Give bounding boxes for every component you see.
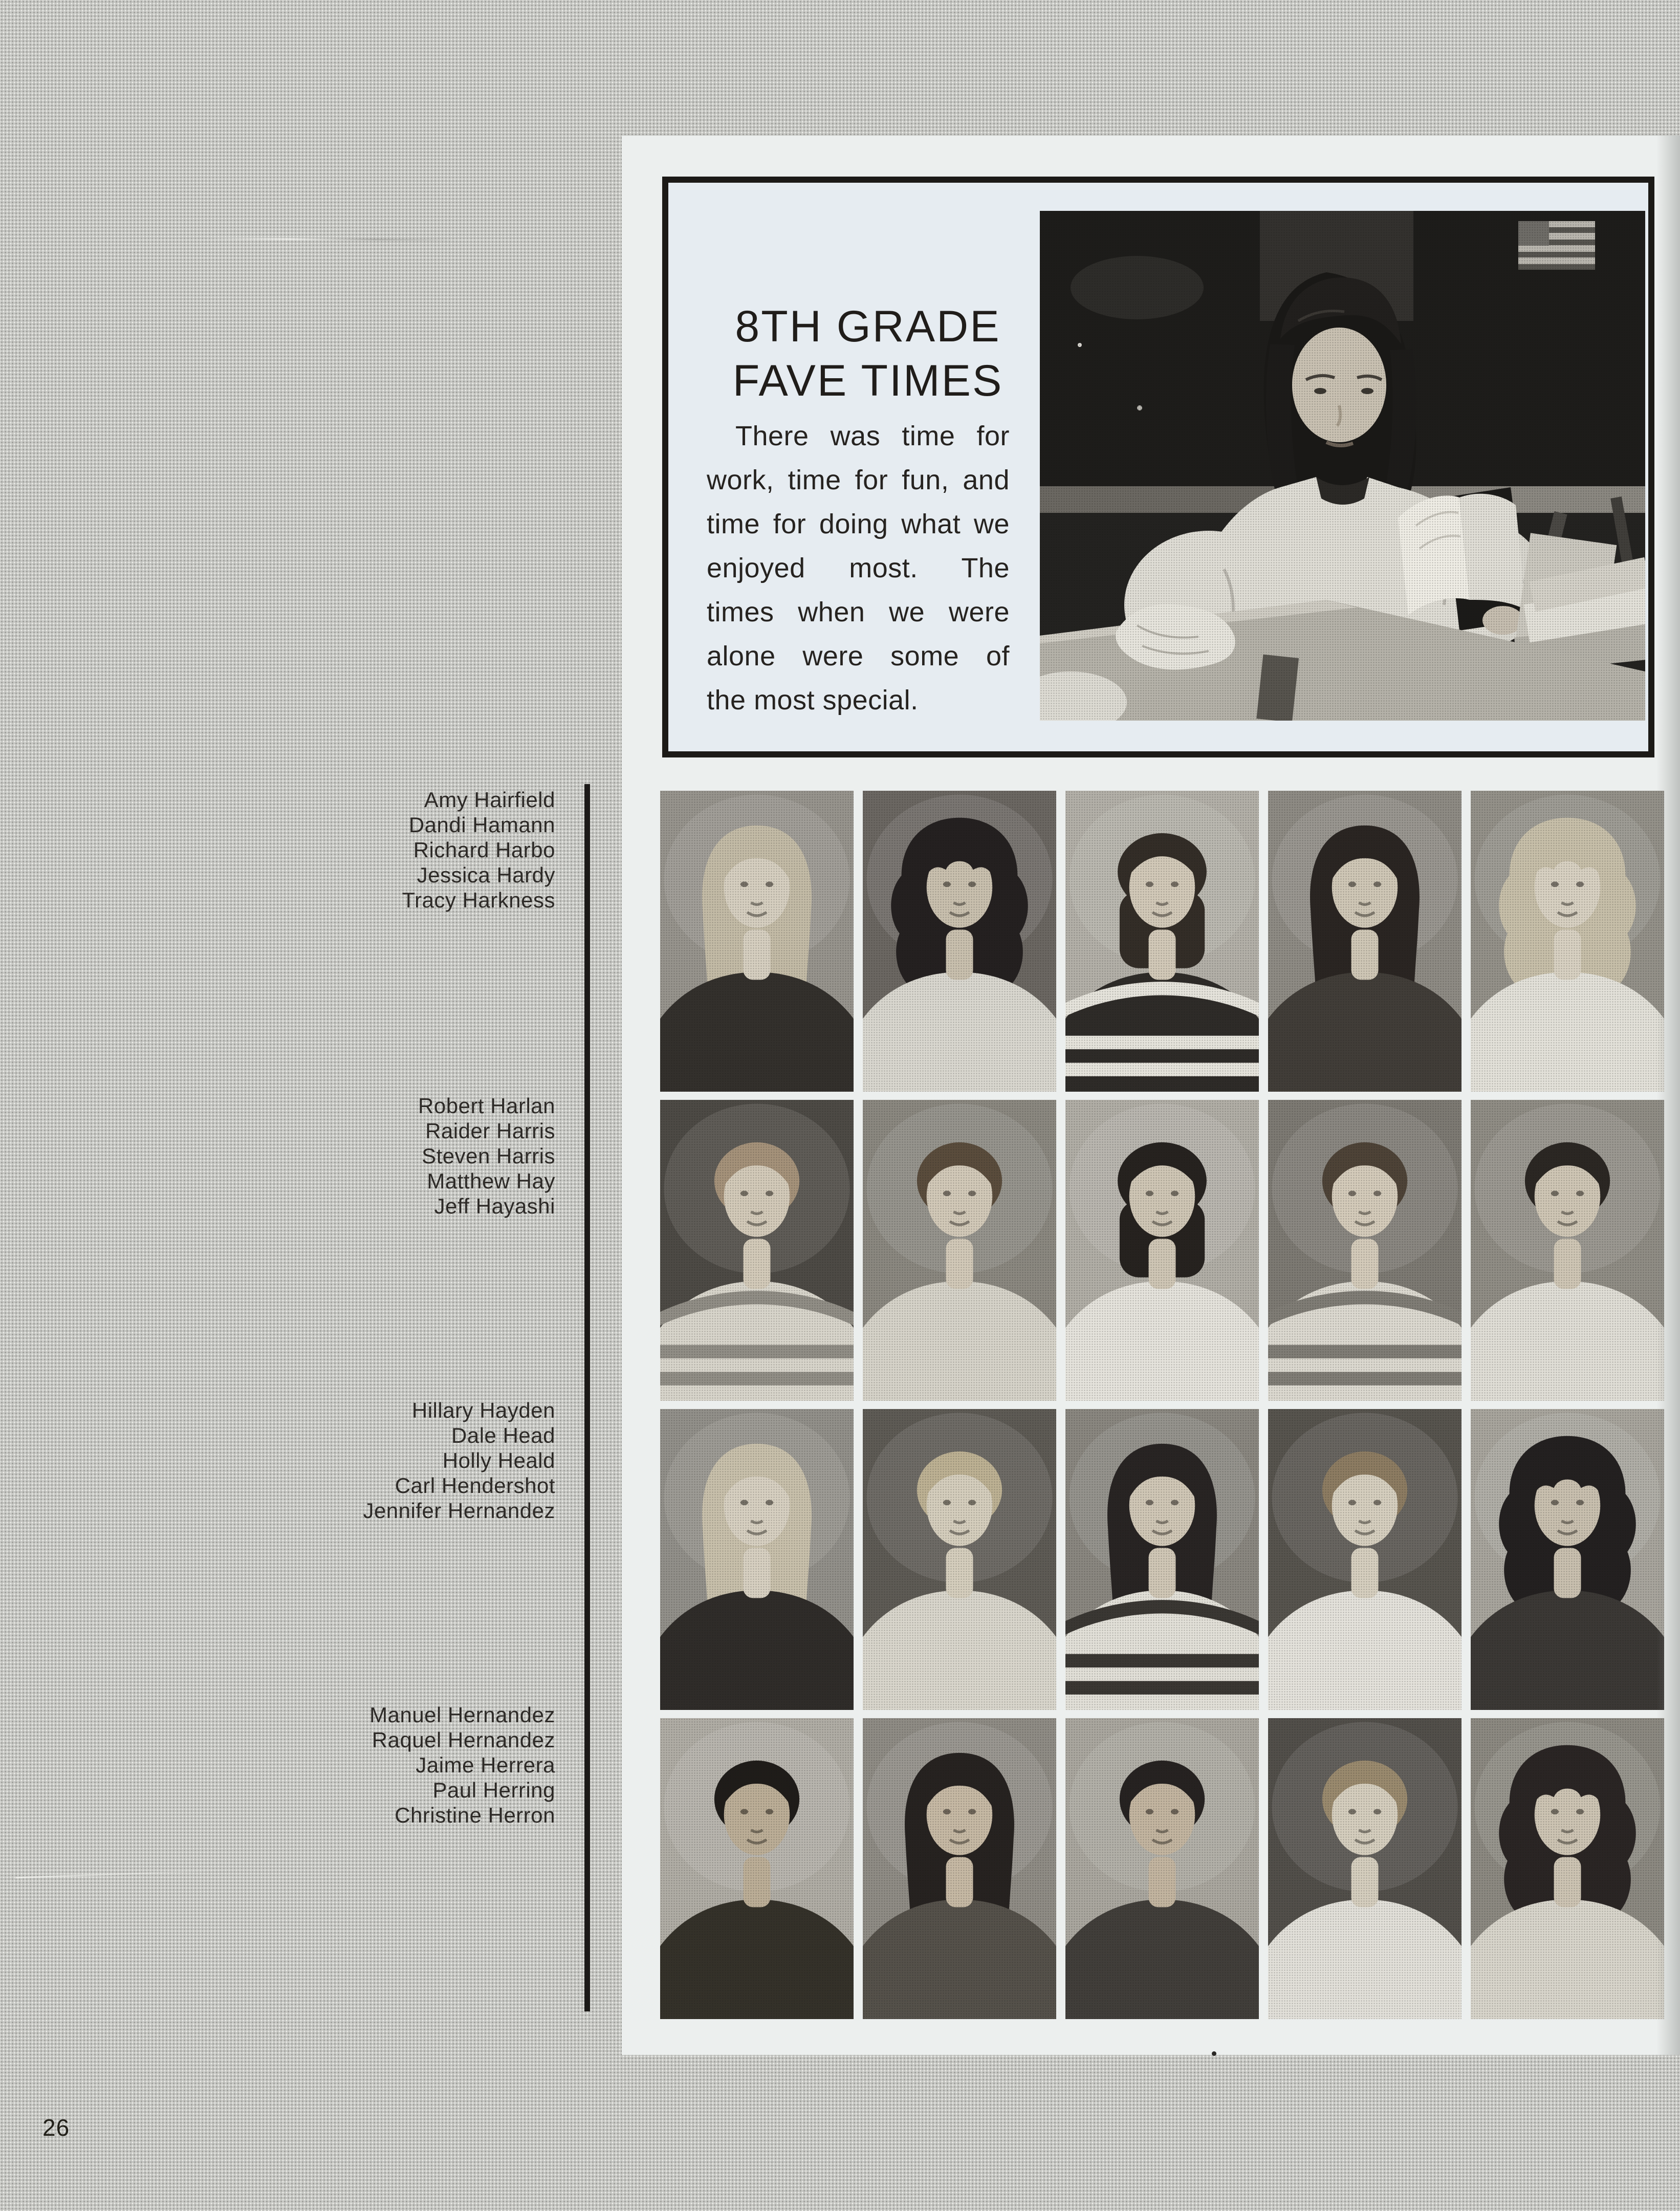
portrait-photo [1065, 791, 1259, 1092]
flag-icon [1518, 221, 1595, 270]
student-name: Holly Heald [442, 1448, 555, 1472]
ink-speck [1212, 2051, 1216, 2056]
student-name: Amy Hairfield [424, 788, 555, 812]
portrait-photo [1268, 791, 1461, 1092]
portrait-photo [1065, 1718, 1259, 2019]
portrait-photo [660, 791, 854, 1092]
portrait-photo [1268, 1100, 1461, 1401]
portrait-photo [1471, 1100, 1664, 1401]
feature-body-line: times when we were [707, 597, 1010, 627]
student-name: Dandi Hamann [408, 813, 555, 837]
portrait-photo [660, 1100, 854, 1401]
student-name: Jaime Herrera [416, 1753, 555, 1777]
student-name: Tracy Harkness [402, 888, 555, 912]
portrait-photo [863, 1100, 1056, 1401]
portrait-photo [863, 1409, 1056, 1710]
page-number: 26 [42, 2114, 70, 2141]
student-name: Richard Harbo [413, 838, 555, 862]
student-name: Jennifer Hernandez [363, 1499, 555, 1523]
feature-title [673, 299, 1062, 408]
portrait-photo [1268, 1409, 1461, 1710]
portrait-grid [660, 791, 1664, 2019]
portrait-photo [1471, 791, 1664, 1092]
portrait-photo [863, 1718, 1056, 2019]
portrait-photo [660, 1409, 854, 1710]
portrait-photo [1471, 1409, 1664, 1710]
feature-box [662, 177, 1654, 757]
feature-title-line1: 8TH GRADE [735, 302, 1001, 351]
portrait-photo [1471, 1718, 1664, 2019]
name-group-3 [197, 1398, 555, 1523]
student-name: Jeff Hayashi [434, 1194, 555, 1218]
name-group-1 [197, 787, 555, 913]
portrait-photo [1268, 1718, 1461, 2019]
student-name: Dale Head [451, 1423, 555, 1447]
feature-title-line2: FAVE TIMES [732, 356, 1003, 405]
student-name: Carl Hendershot [395, 1473, 555, 1498]
name-group-2 [197, 1093, 555, 1219]
feature-body-line: alone were some of [707, 641, 1010, 671]
feature-body-line: enjoyed most. The [707, 553, 1010, 583]
feature-body-line: There was time for [735, 421, 1010, 451]
feature-body-line: the most special. [707, 685, 919, 716]
page-edge-shade [1656, 136, 1680, 2055]
portrait-photo [660, 1718, 854, 2019]
student-name: Christine Herron [395, 1803, 555, 1827]
portrait-photo [863, 791, 1056, 1092]
scan-artifact [205, 237, 461, 241]
student-name: Raquel Hernandez [372, 1728, 555, 1752]
feature-body-line: work, time for fun, and [707, 465, 1010, 495]
name-group-4 [197, 1702, 555, 1828]
feature-body-line: time for doing what we [707, 509, 1010, 539]
portrait-photo [1065, 1100, 1259, 1401]
scan-artifact [15, 1870, 230, 1879]
student-name: Steven Harris [422, 1144, 555, 1168]
feature-photo [1040, 211, 1645, 721]
student-name: Paul Herring [432, 1778, 555, 1802]
photo-sheet [622, 136, 1680, 2055]
portrait-photo [1065, 1409, 1259, 1710]
student-name: Raider Harris [425, 1119, 555, 1143]
feature-body-text [707, 414, 1010, 722]
student-name: Hillary Hayden [411, 1398, 555, 1422]
student-name: Robert Harlan [418, 1094, 555, 1118]
student-name: Manuel Hernandez [369, 1703, 555, 1727]
student-name: Matthew Hay [427, 1169, 555, 1193]
divider-rule [584, 784, 590, 2011]
student-name: Jessica Hardy [417, 863, 555, 887]
